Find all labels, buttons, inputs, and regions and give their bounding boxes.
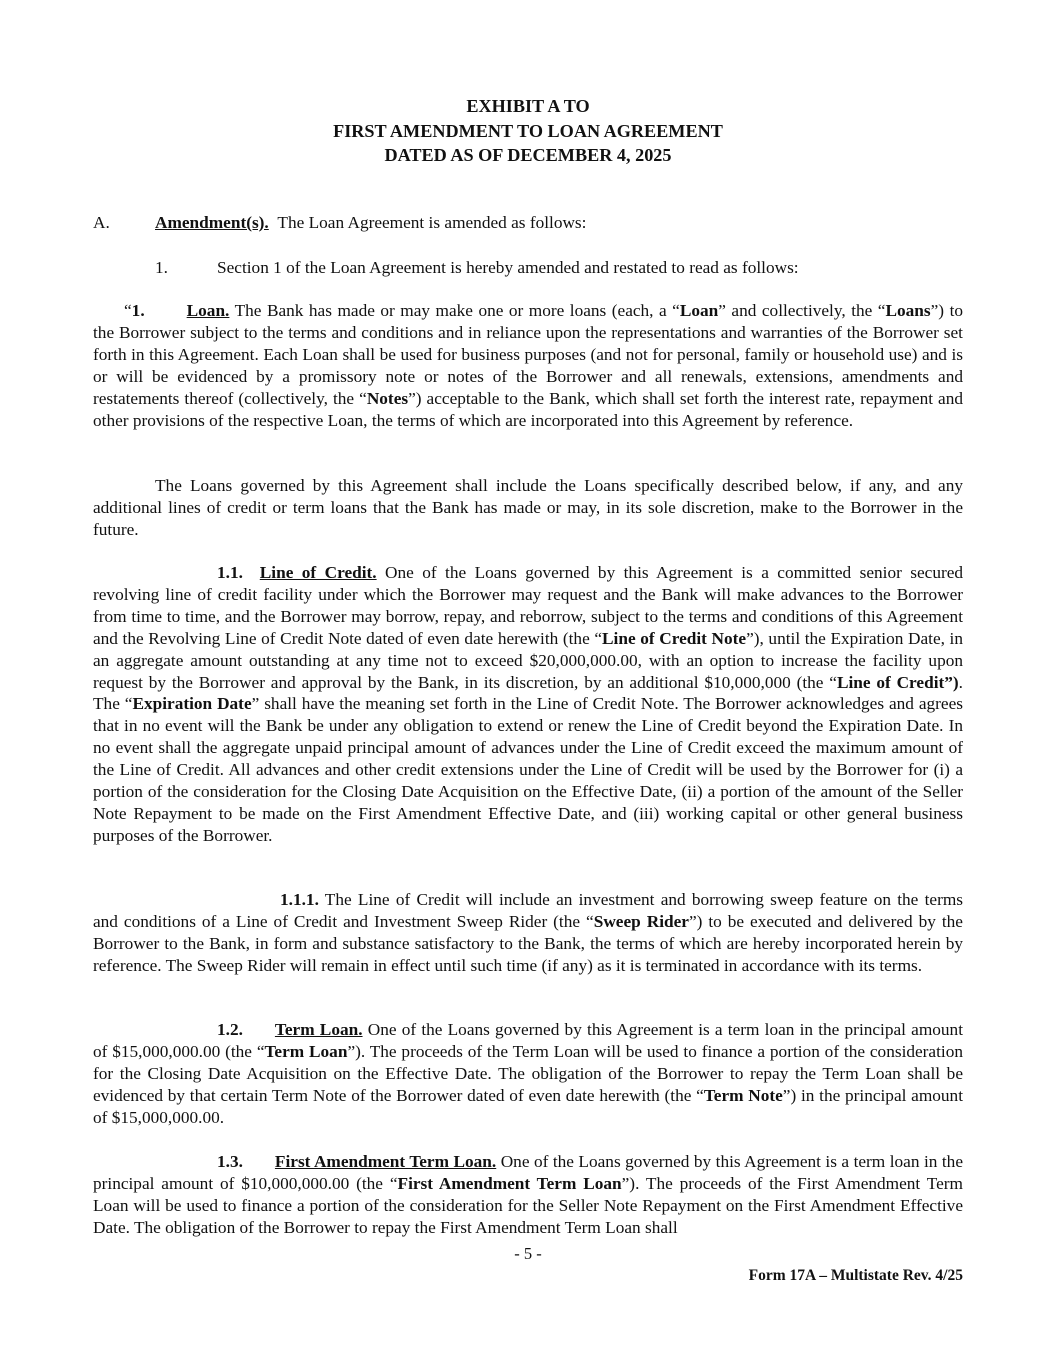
s13-heading: First Amendment Term Loan. bbox=[274, 1152, 497, 1171]
item-1-number: 1. bbox=[155, 258, 168, 277]
defined-term-line-of-credit-note: Line of Credit Note bbox=[602, 628, 747, 648]
loan-paragraph bbox=[93, 300, 963, 431]
loan-text-3: ”) to the Borrower subject to the terms and conditions and in reliance upon the representations and warranties of the Borrower set forth in this Agreement. Each Loan shall be used for business purposes (and not for personal, family or household use) and is or will be evidenced by a promissory note or notes of the Borrower and all renewals, extensions, amendments and restatements thereof (collectively, the “ bbox=[93, 301, 964, 408]
s12-text-1: One of the Loans governed by this Agreement is a term loan in the principal amount of $15,000,000.00 (the “ bbox=[93, 1020, 963, 1061]
s12-text-2: ”). The proceeds of the Term Loan will be used to finance a portion of the consideration for the Closing Date Acquisition on the Effective Date. The obligation of the Borrower to repay the Term Loan shall be evidenced by that certain Term Note of the Borrower dated of even date herewith (the “ bbox=[93, 1041, 963, 1105]
defined-term-sweep-rider: Sweep Rider bbox=[593, 911, 689, 931]
s13-number: 1.3. bbox=[217, 1152, 243, 1171]
first-amendment-term-loan-paragraph bbox=[93, 1151, 963, 1239]
section-a-letter: A. bbox=[93, 213, 110, 232]
loans-governed-paragraph: The Loans governed by this Agreement shall include the Loans specifically described below, if any, and any additional lines of credit or term loans that the Bank has made or may, in its sole discretion, make to the Borrower in the future. bbox=[93, 476, 963, 539]
title-line-3: DATED AS OF DECEMBER 4, 2025 bbox=[384, 145, 672, 165]
loan-heading: Loan. bbox=[186, 301, 230, 320]
s111-text-2: ”) to be executed and delivered by the Borrower to the Bank, in form and substance satisfactory to the Bank, the terms of which are hereby incorporated herein by reference. The Sweep Rider will remain in effect until such time (if any) as it is terminated in accordance with its terms. bbox=[93, 911, 963, 975]
defined-term-loan: Loan bbox=[679, 301, 719, 320]
s13-text-1: One of the Loans governed by this Agreement is a term loan in the principal amount of $10,000,000.00 (the “ bbox=[93, 1152, 963, 1193]
loan-text-2: ” and collectively, the “ bbox=[718, 301, 886, 320]
sweep-paragraph bbox=[93, 889, 963, 977]
item-1-text: Section 1 of the Loan Agreement is hereby amended and restated to read as follows: bbox=[217, 258, 799, 277]
exhibit-title bbox=[93, 94, 963, 168]
loan-text-4: ”) acceptable to the Bank, which shall set forth the interest rate, repayment and other provisions of the respective Loan, the terms of which are incorporated into this Agreement by reference. bbox=[93, 388, 963, 430]
loan-number: 1. bbox=[131, 301, 145, 320]
page-number: - 5 - bbox=[514, 1244, 542, 1263]
defined-term-expiration-date: Expiration Date bbox=[132, 694, 252, 714]
defined-term-line-of-credit: Line of Credit bbox=[836, 672, 945, 692]
defined-term-notes: Notes bbox=[366, 388, 409, 408]
defined-term-term-loan: Term Loan bbox=[264, 1041, 348, 1061]
section-a bbox=[93, 212, 963, 234]
loan-text-1: The Bank has made or may make one or more loans (each, a “ bbox=[229, 301, 680, 320]
s12-number: 1.2. bbox=[217, 1020, 243, 1039]
section-a-text: The Loan Agreement is amended as follows: bbox=[277, 213, 587, 232]
title-line-1: EXHIBIT A TO bbox=[466, 96, 590, 116]
term-loan-paragraph bbox=[93, 1019, 963, 1129]
s11-text-1: One of the Loans governed by this Agreement is a committed senior secured revolving line of credit facility under which the Borrower may request and the Bank will make advances to the Borrower from time to time, and the Borrower may borrow, repay, and reborrow, subject to the terms and conditions of this Agreement and the Revolving Line of Credit Note dated of even date herewith (the “ bbox=[93, 563, 964, 648]
defined-term-first-amendment-term-loan: First Amendment Term Loan bbox=[397, 1173, 622, 1193]
s11-text-4: ” shall have the meaning set forth in the Line of Credit Note. The Borrower acknowledges and agrees that in no event will the Bank be under any obligation to extend or renew the Line of Credit beyond the Expiration Date. In no event shall the aggregate unpaid principal amount of advances under the Line of Credit exceed the maximum amount of the Line of Credit. All advances and other credit extensions under the Line of Credit will be used by the Borrower for (i) a portion of the consideration for the Closing Date Acquisition on the Effective Date, (ii) a portion of the amount of the Seller Note Repayment to be made on the First Amendment Effective Date, and (iii) working capital or other general business purposes of the Borrower. bbox=[93, 694, 963, 845]
s13-text-2: ”). The proceeds of the First Amendment Term Loan will be used to finance a portion of the consideration for the Seller Note Repayment on the First Amendment Effective Date. The obligation of the Borrower to repay the First Amendment Term Loan shall bbox=[93, 1173, 963, 1237]
s11-close-quote: ”) bbox=[944, 672, 959, 692]
item-1 bbox=[155, 257, 1025, 279]
form-identifier: Form 17A – Multistate Rev. 4/25 bbox=[748, 1267, 963, 1284]
s12-text-3: ”) in the principal amount of $15,000,000.00. bbox=[93, 1085, 963, 1127]
open-quote: “ bbox=[124, 301, 132, 320]
s11-text-3: . The “ bbox=[93, 672, 963, 714]
title-line-2: FIRST AMENDMENT TO LOAN AGREEMENT bbox=[333, 120, 723, 141]
s111-number: 1.1.1. bbox=[280, 890, 319, 909]
s11-heading: Line of Credit. bbox=[259, 563, 377, 582]
line-of-credit-paragraph bbox=[93, 562, 963, 847]
defined-term-term-note: Term Note bbox=[703, 1085, 783, 1105]
section-a-heading: Amendment(s). bbox=[155, 213, 269, 232]
defined-term-loans: Loans bbox=[885, 301, 931, 320]
s111-text-1: The Line of Credit will include an investment and borrowing sweep feature on the terms and conditions of a Line of Credit and Investment Sweep Rider (the “ bbox=[93, 890, 963, 931]
s11-number: 1.1. bbox=[217, 563, 243, 582]
s12-heading: Term Loan. bbox=[274, 1020, 363, 1039]
s11-text-2: ”), until the Expiration Date, in an aggregate amount outstanding at any time not to exceed $20,000,000.00, with an option to increase the facility upon request by the Borrower and approval by the Bank, in its discretion, by an additional $10,000,000 (the “ bbox=[93, 628, 963, 692]
